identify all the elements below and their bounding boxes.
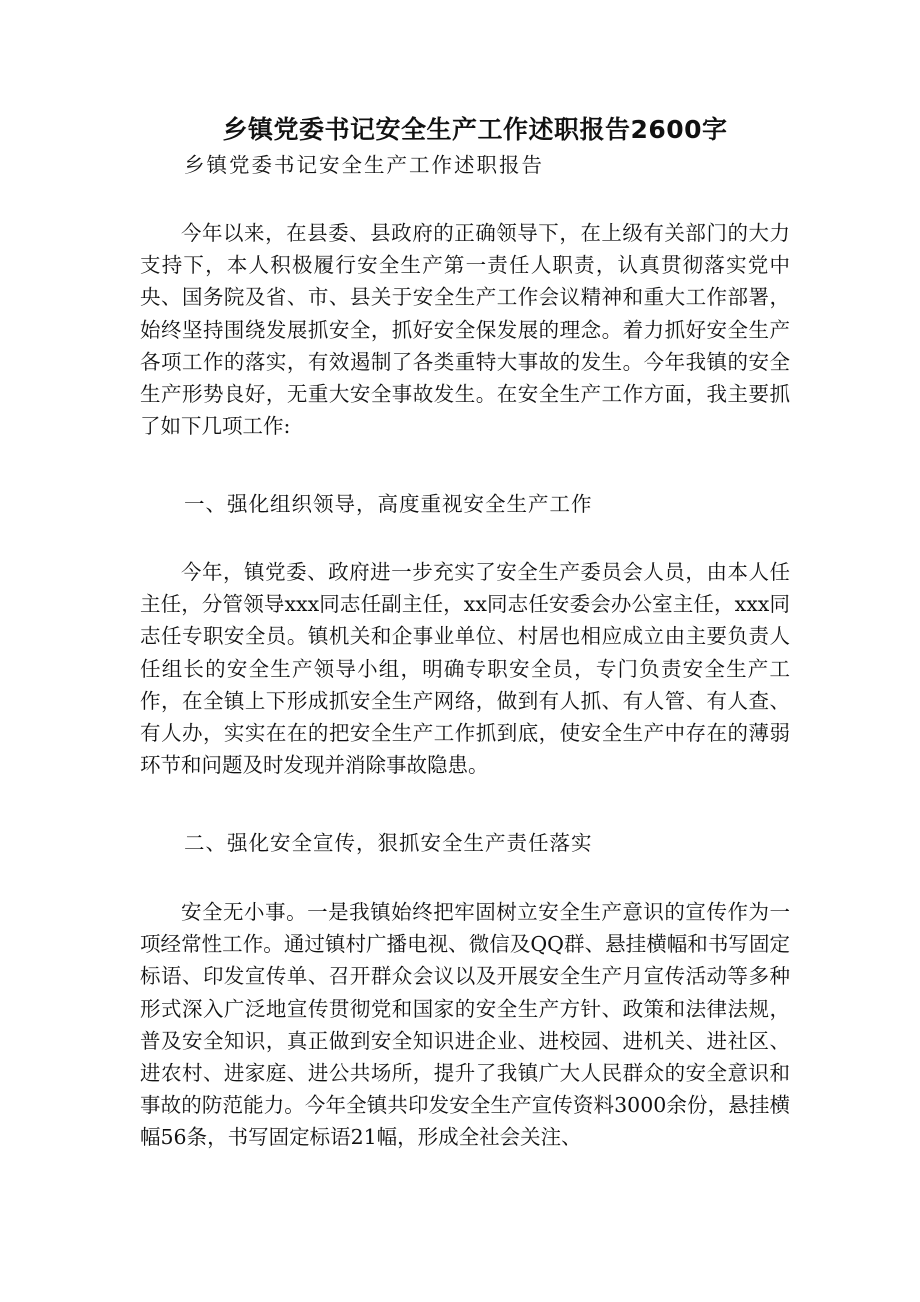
document-title: 乡镇党委书记安全生产工作述职报告2600字 bbox=[222, 115, 728, 144]
section-2-heading: 二、强化安全宣传，狠抓安全生产责任落实 bbox=[184, 831, 593, 855]
section-1-paragraph: 今年，镇党委、政府进一步充实了安全生产委员会人员，由本人任主任，分管领导xxx同志任副主任，xx同志任安委会办公室主任，xxx同志任专职安全员。镇机关和企事业单位、村居也相应成立由主要负责人任组长的安全生产领导小组，明确专职安全员，专门负责安全生产工作，在全镇上下形成抓安全生产网络，做到有人抓、有人管、有人查、有人办，实实在在的把安全生产工作抓到底，使安全生产中存在的薄弱环节和问题及时发现并消除事故隐患。 bbox=[140, 560, 790, 778]
document-subtitle: 乡镇党委书记安全生产工作述职报告 bbox=[184, 153, 544, 177]
intro-paragraph: 今年以来，在县委、县政府的正确领导下，在上级有关部门的大力支持下，本人积极履行安全生产第一责任人职责，认真贯彻落实党中央、国务院及省、市、县关于安全生产工作会议精神和重大工作部署，始终坚持围绕发展抓安全，抓好安全保发展的理念。着力抓好安全生产各项工作的落实，有效遏制了各类重特大事故的发生。今年我镇的安全生产形势良好，无重大安全事故发生。在安全生产工作方面，我主要抓了如下几项工作: bbox=[140, 221, 790, 439]
section-1-heading: 一、强化组织领导，高度重视安全生产工作 bbox=[184, 492, 593, 516]
section-2-paragraph: 安全无小事。一是我镇始终把牢固树立安全生产意识的宣传作为一项经常性工作。通过镇村广播电视、微信及QQ群、悬挂横幅和书写固定标语、印发宣传单、召开群众会议以及开展安全生产月宣传活动等多种形式深入广泛地宣传贯彻党和国家的安全生产方针、政策和法律法规，普及安全知识，真正做到安全知识进企业、进校园、进机关、进社区、进农村、进家庭、进公共场所，提升了我镇广大人民群众的安全意识和事故的防范能力。今年全镇共印发安全生产宣传资料3000余份，悬挂横幅56条，书写固定标语21幅，形成全社会关注、 bbox=[140, 900, 790, 1150]
